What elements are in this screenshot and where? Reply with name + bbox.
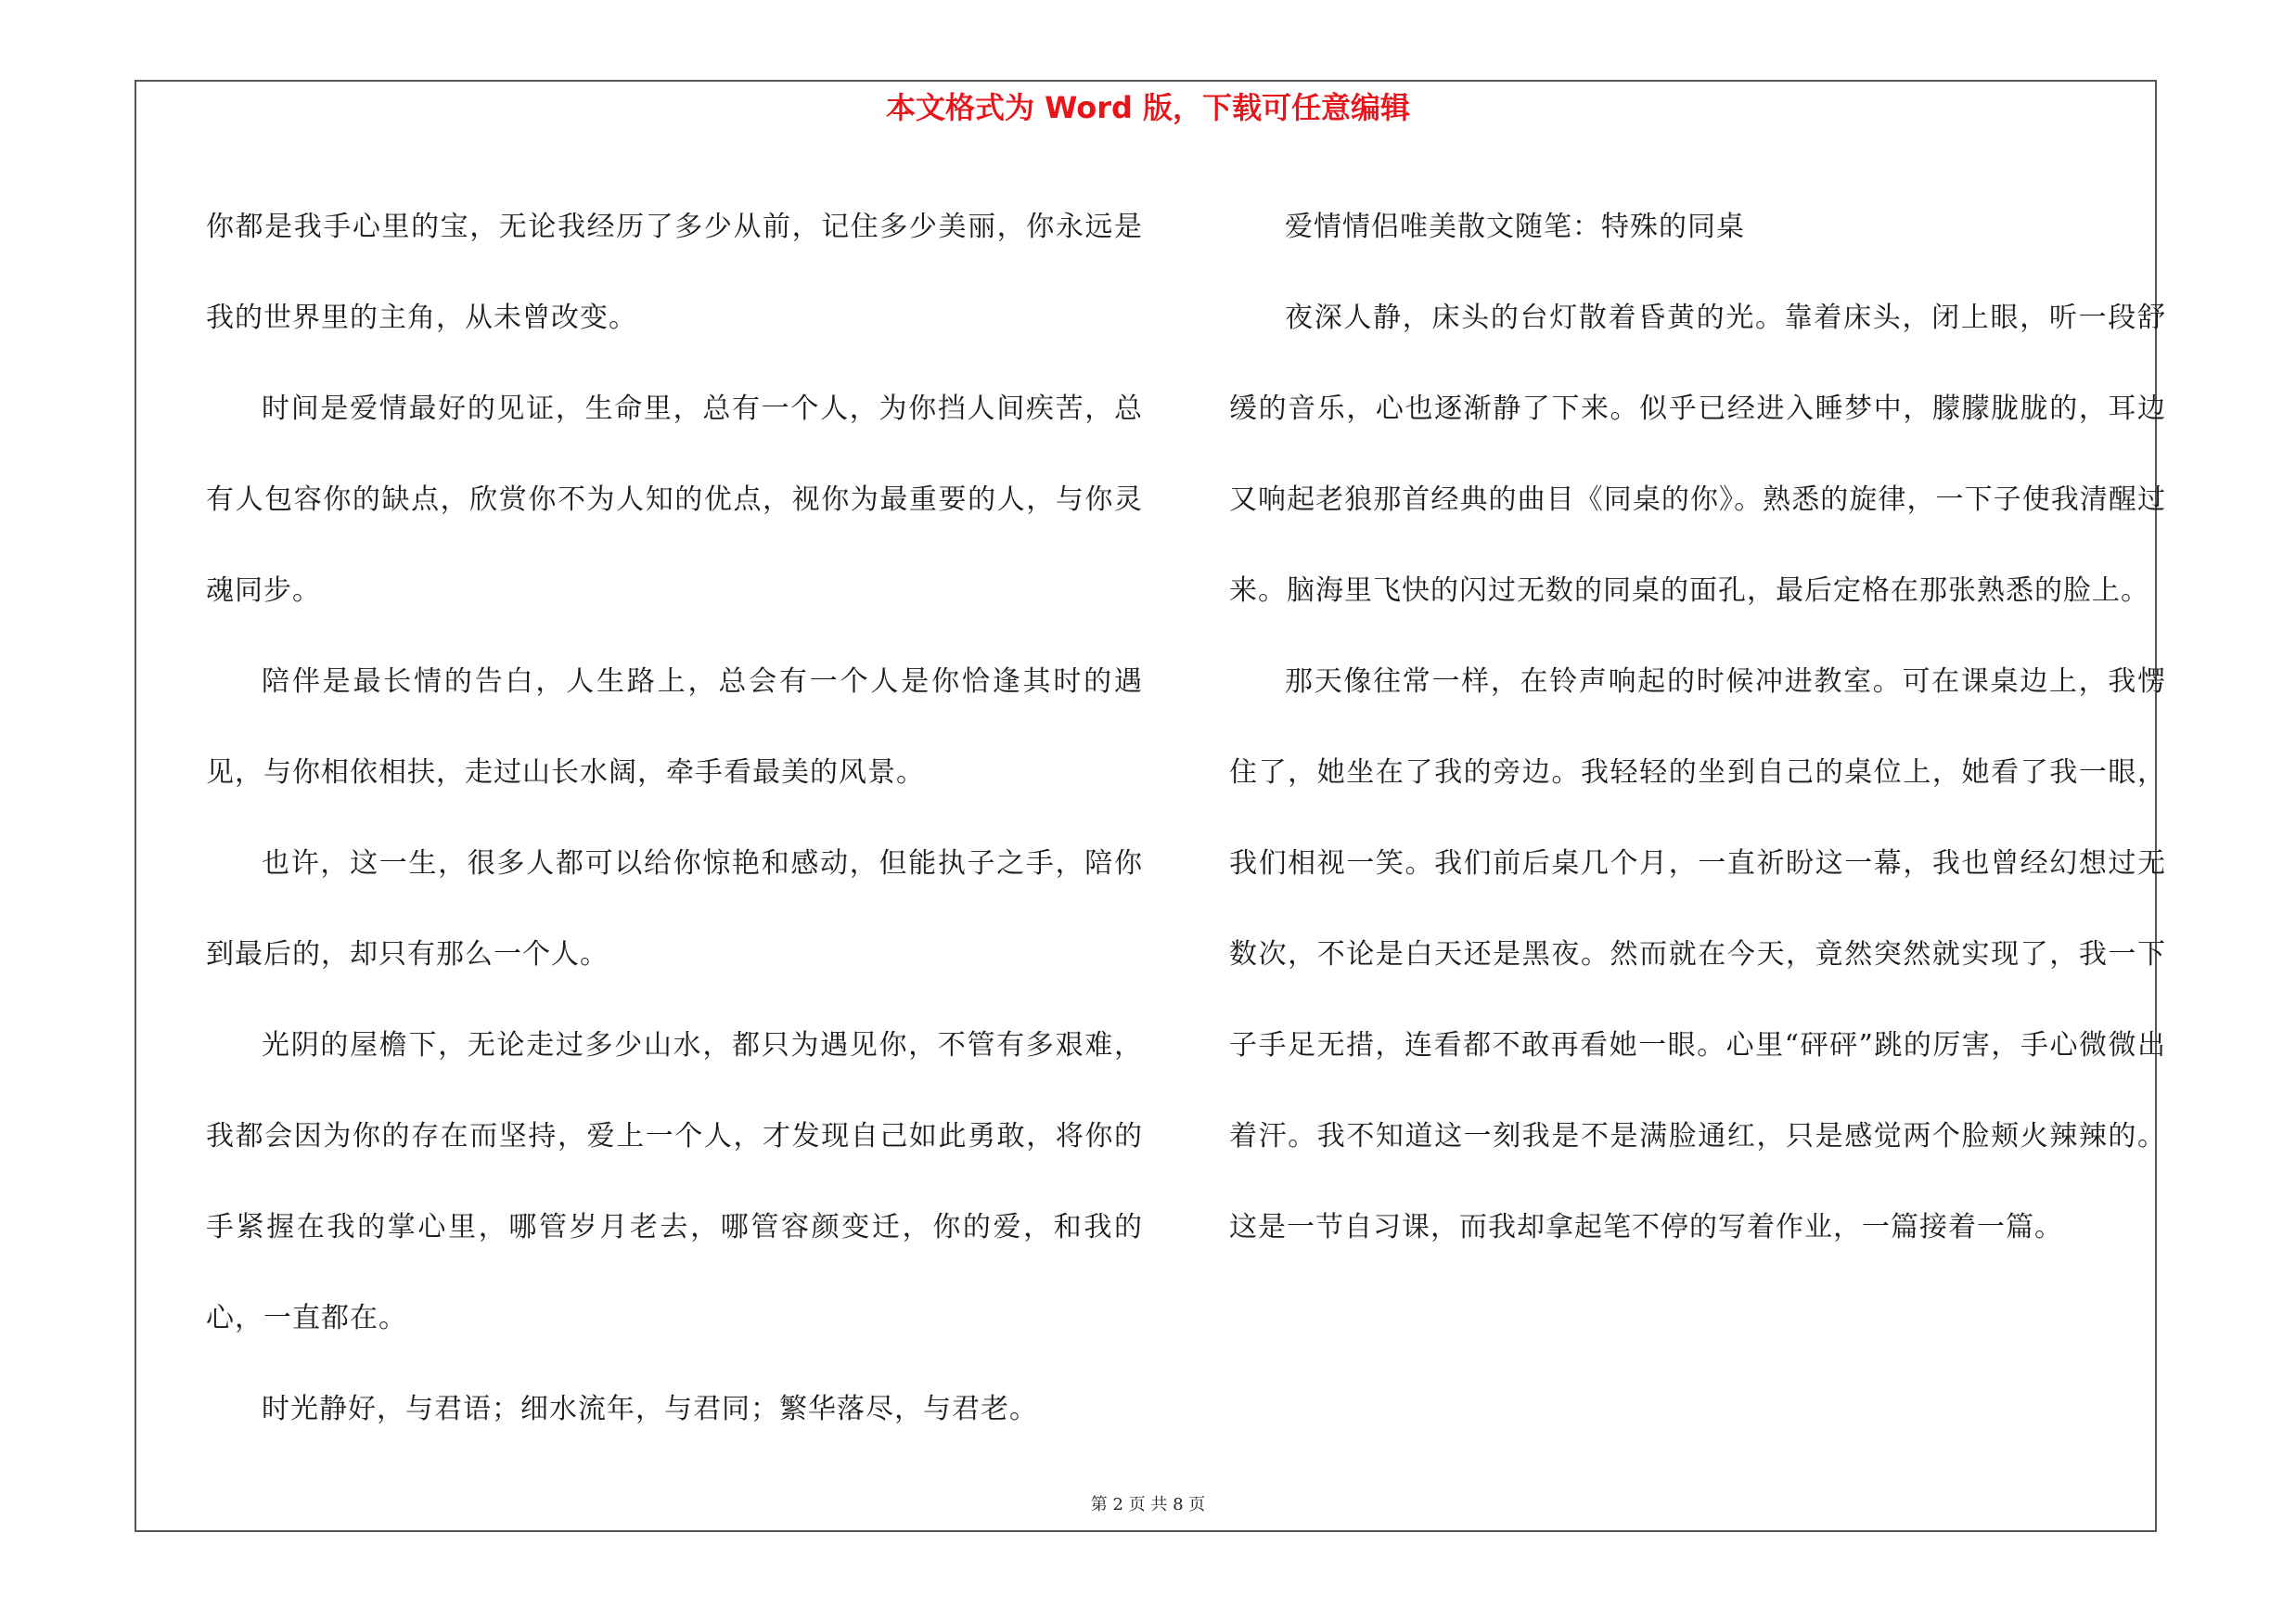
- paragraph: 时间是爱情最好的见证，生命里，总有一个人，为你挡人间疾苦，总有人包容你的缺点，欣赏你不为人知的优点，视你为最重要的人，与你灵魂同步。: [206, 393, 1143, 607]
- format-banner: 本文格式为 Word 版，下载可任意编辑: [885, 90, 1411, 125]
- paragraph: 时光静好，与君语；细水流年，与君同；繁华落尽，与君老。: [262, 1393, 1038, 1425]
- left-column: [206, 182, 1143, 1455]
- paragraph: 那天像往常一样，在铃声响起的时候冲进教室。可在课桌边上，我愣住了，她坐在了我的旁边。我轻轻的坐到自己的桌位上，她看了我一眼，我们相视一笑。我们前后桌几个月，一直祈盼这一幕，我也曾经幻想过无数次，不论是白天还是黑夜。然而就在今天，竟然突然就实现了，我一下子手足无措，连看都不敢再看她一眼。心里“砰砰”跳的厉害，手心微微出着汗。我不知道这一刻我是不是满脸通红，只是感觉两个脸颊火辣辣的。这是一节自习课，而我却拿起笔不停的写着作业，一篇接着一篇。: [1229, 665, 2166, 1243]
- page-number: 第 2 页 共 8 页: [1090, 1495, 1206, 1514]
- right-column: [1229, 182, 2166, 1273]
- paragraph: 光阴的屋檐下，无论走过多少山水，都只为遇见你，不管有多艰难，我都会因为你的存在而坚持，爱上一个人，才发现自己如此勇敢，将你的手紧握在我的掌心里，哪管岁月老去，哪管容颜变迁，你的爱，和我的心，一直都在。: [206, 1029, 1143, 1334]
- paragraph: 你都是我手心里的宝，无论我经历了多少从前，记住多少美丽，你永远是我的世界里的主角，从未曾改变。: [206, 211, 1143, 334]
- paragraph: 也许，这一生，很多人都可以给你惊艳和感动，但能执子之手，陪你到最后的，却只有那么一个人。: [206, 847, 1143, 971]
- paragraph: 陪伴是最长情的告白，人生路上，总会有一个人是你恰逢其时的遇见，与你相依相扶，走过山长水阔，牵手看最美的风景。: [206, 665, 1143, 789]
- article-title: 爱情情侣唯美散文随笔：特殊的同桌: [1285, 211, 1745, 243]
- paragraph: 夜深人静，床头的台灯散着昏黄的光。靠着床头，闭上眼，听一段舒缓的音乐，心也逐渐静了下来。似乎已经进入睡梦中，朦朦胧胧的，耳边又响起老狼那首经典的曲目《同桌的你》。熟悉的旋律，一下子使我清醒过来。脑海里飞快的闪过无数的同桌的面孔，最后定格在那张熟悉的脸上。: [1229, 302, 2166, 607]
